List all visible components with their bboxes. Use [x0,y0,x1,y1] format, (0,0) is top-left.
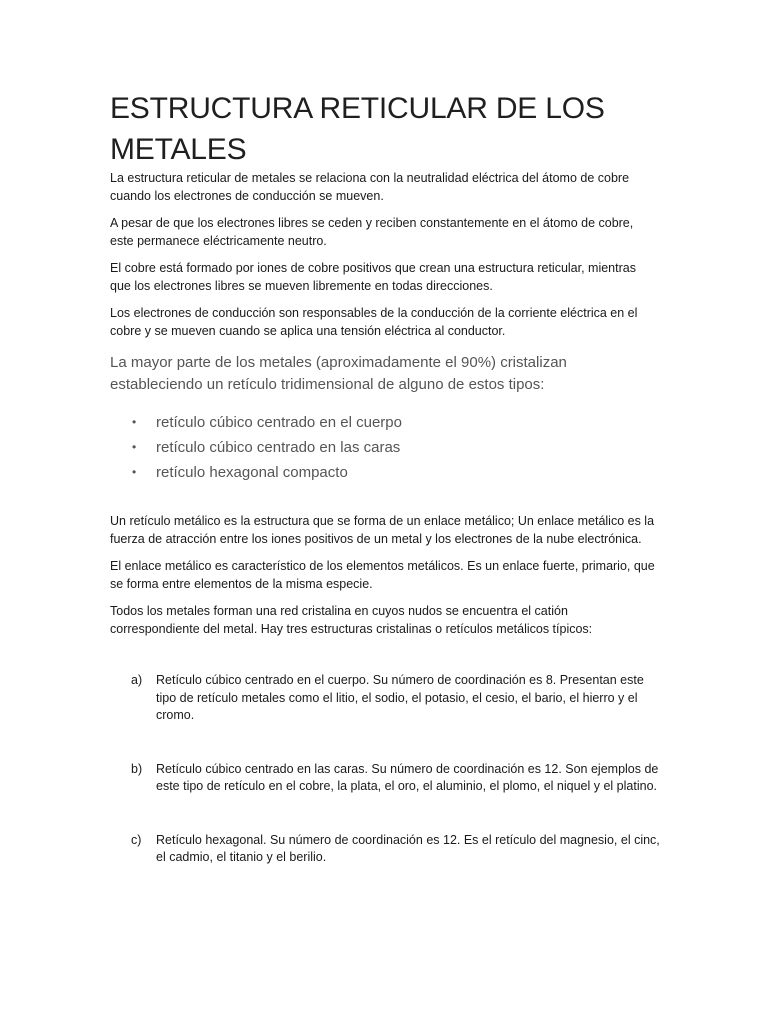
paragraph: Un retículo metálico es la estructura que se forma de un enlace metálico; Un enlace metálico es la fuerza de atracción entre los iones positivos de un metal y los electrones de la nube electrónica. [110,514,655,546]
lettered-item [110,761,660,796]
lettered-item-text: Retículo cúbico centrado en el cuerpo. Su número de coordinación es 8. Presentan este tipo de retículo metales como el litio, el sodio, el potasio, el cesio, el bario, el hierro y el cromo. [156,673,644,722]
bullet-item [110,435,660,460]
list-marker: b) [131,761,143,776]
lead-paragraph: La mayor parte de los metales (aproximadamente el 90%) cristalizan estableciendo un retículo tridimensional de alguno de estos tipos: [110,354,567,393]
bullet-text: retículo cúbico centrado en el cuerpo [156,414,402,431]
bullet-text: retículo hexagonal compacto [156,464,348,481]
lettered-item-text: Retículo cúbico centrado en las caras. Su número de coordinación es 12. Son ejemplos de este tipo de retículo en el cobre, la plata, el oro, el aluminio, el plomo, el niquel y el platino. [156,761,659,793]
bullet-list [110,410,660,485]
paragraph: El enlace metálico es característico de los elementos metálicos. Es un enlace fuerte, primario, que se forma entre elementos de la misma especie. [110,559,655,591]
document-page [110,88,660,903]
lettered-item [110,672,660,725]
paragraph: A pesar de que los electrones libres se ceden y reciben constantemente en el átomo de cobre, este permanece eléctricamente neutro. [110,216,634,248]
list-marker: a) [131,673,143,687]
bullet-item [110,410,660,435]
paragraph: El cobre está formado por iones de cobre positivos que crean una estructura reticular, mientras que los electrones libres se mueven libremente en todas direcciones. [110,261,636,293]
bullet-icon: • [132,415,137,429]
bullet-item [110,460,660,485]
bullet-icon: • [132,440,137,454]
paragraph: Los electrones de conducción son responsables de la conducción de la corriente eléctrica en el cobre y se mueven cuando se aplica una tensión eléctrica al conductor. [110,306,638,338]
bullet-text: retículo cúbico centrado en las caras [156,439,401,456]
lettered-item-text: Retículo hexagonal. Su número de coordinación es 12. Es el retículo del magnesio, el cinc, el cadmio, el titanio y el berilio. [156,832,660,864]
lettered-list [110,672,660,867]
lettered-item [110,832,660,867]
bullet-icon: • [132,465,137,479]
list-marker: c) [131,832,142,847]
document-title: ESTRUCTURA RETICULAR DE LOS METALES [110,92,605,166]
paragraph: Todos los metales forman una red cristalina en cuyos nudos se encuentra el catión correspondiente del metal. Hay tres estructuras cristalinas o retículos metálicos típicos: [110,604,593,636]
paragraph: La estructura reticular de metales se relaciona con la neutralidad eléctrica del átomo de cobre cuando los electrones de conducción se mueven. [110,171,630,203]
